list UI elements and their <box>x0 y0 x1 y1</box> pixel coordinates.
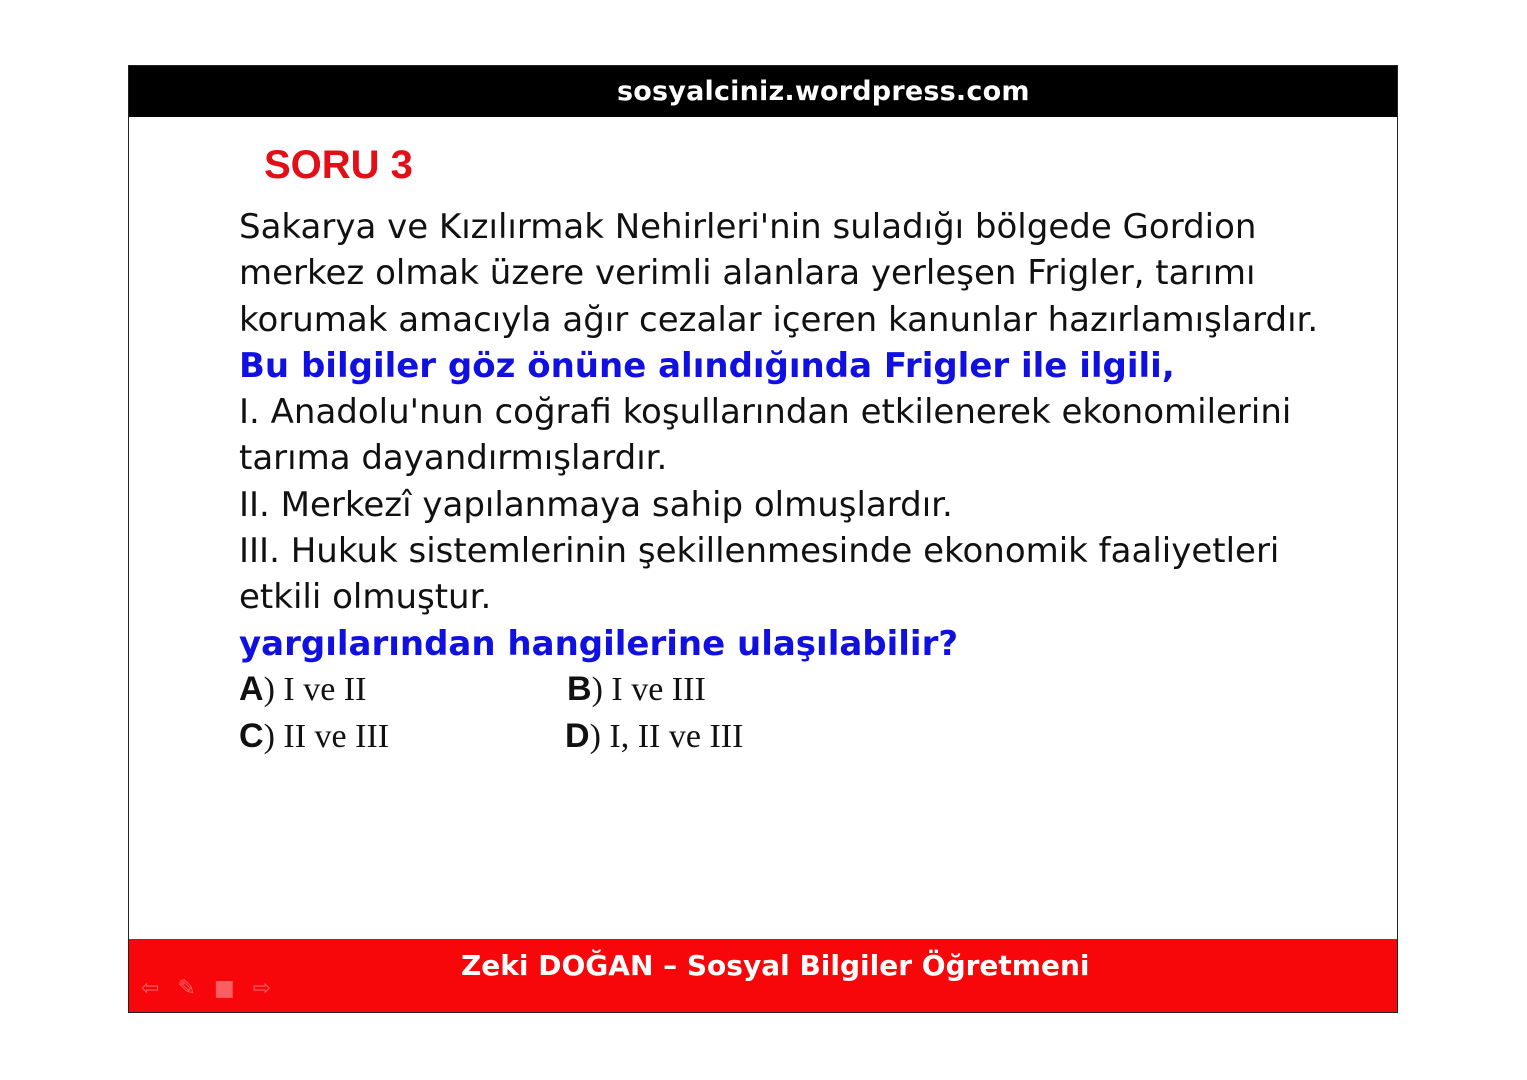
site-header: sosyalciniz.wordpress.com <box>129 66 1397 117</box>
slide-nav <box>141 978 271 1000</box>
question-title: SORU 3 <box>264 143 413 187</box>
stem-line: korumak amacıyla ağır cezalar içeren kanunlar hazırlamışlardır. <box>239 299 1319 340</box>
slide <box>128 65 1398 1013</box>
option-d[interactable] <box>565 713 743 760</box>
statement-line: etkili olmuştur. <box>239 577 492 618</box>
statement-line: I. Anadolu'nun coğrafi koşullarından etkilenerek ekonomilerini <box>239 392 1292 433</box>
stem-line: Sakarya ve Kızılırmak Nehirleri'nin suladığı bölgede Gordion <box>239 207 1257 247</box>
option-letter: B <box>567 670 592 708</box>
option-letter: D <box>565 717 590 755</box>
statement-line: III. Hukuk sistemlerinin şekillenmesinde ekonomik faaliyetleri <box>239 531 1280 572</box>
question-body <box>239 204 1349 667</box>
option-c[interactable] <box>239 713 389 760</box>
option-a[interactable] <box>239 666 366 713</box>
arrow-left-icon[interactable]: ⇦ <box>141 976 160 1001</box>
question-prompt: Bu bilgiler göz önüne alındığında Frigler ile ilgili, <box>239 345 1175 386</box>
pen-icon[interactable]: ✎ <box>177 976 196 1001</box>
option-letter: A <box>239 670 264 708</box>
option-text: ) I ve II <box>263 671 367 708</box>
option-text: ) II ve III <box>263 718 390 755</box>
question-ask: yargılarından hangilerine ulaşılabilir? <box>239 623 959 664</box>
stem-line: merkez olmak üzere verimli alanlara yerleşen Frigler, tarımı <box>239 253 1256 294</box>
option-b[interactable] <box>567 666 706 713</box>
statement-line: tarıma dayandırmışlardır. <box>239 438 668 479</box>
arrow-right-icon[interactable]: ⇨ <box>252 976 272 1001</box>
option-text: ) I ve III <box>591 671 706 708</box>
author-footer: Zeki DOĞAN – Sosyal Bilgiler Öğretmeni <box>129 939 1397 1012</box>
option-letter: C <box>239 717 264 755</box>
option-text: ) I, II ve III <box>589 718 744 755</box>
statement-line: II. Merkezî yapılanmaya sahip olmuşlardır. <box>239 484 953 525</box>
menu-icon[interactable]: ■ <box>213 976 235 1001</box>
